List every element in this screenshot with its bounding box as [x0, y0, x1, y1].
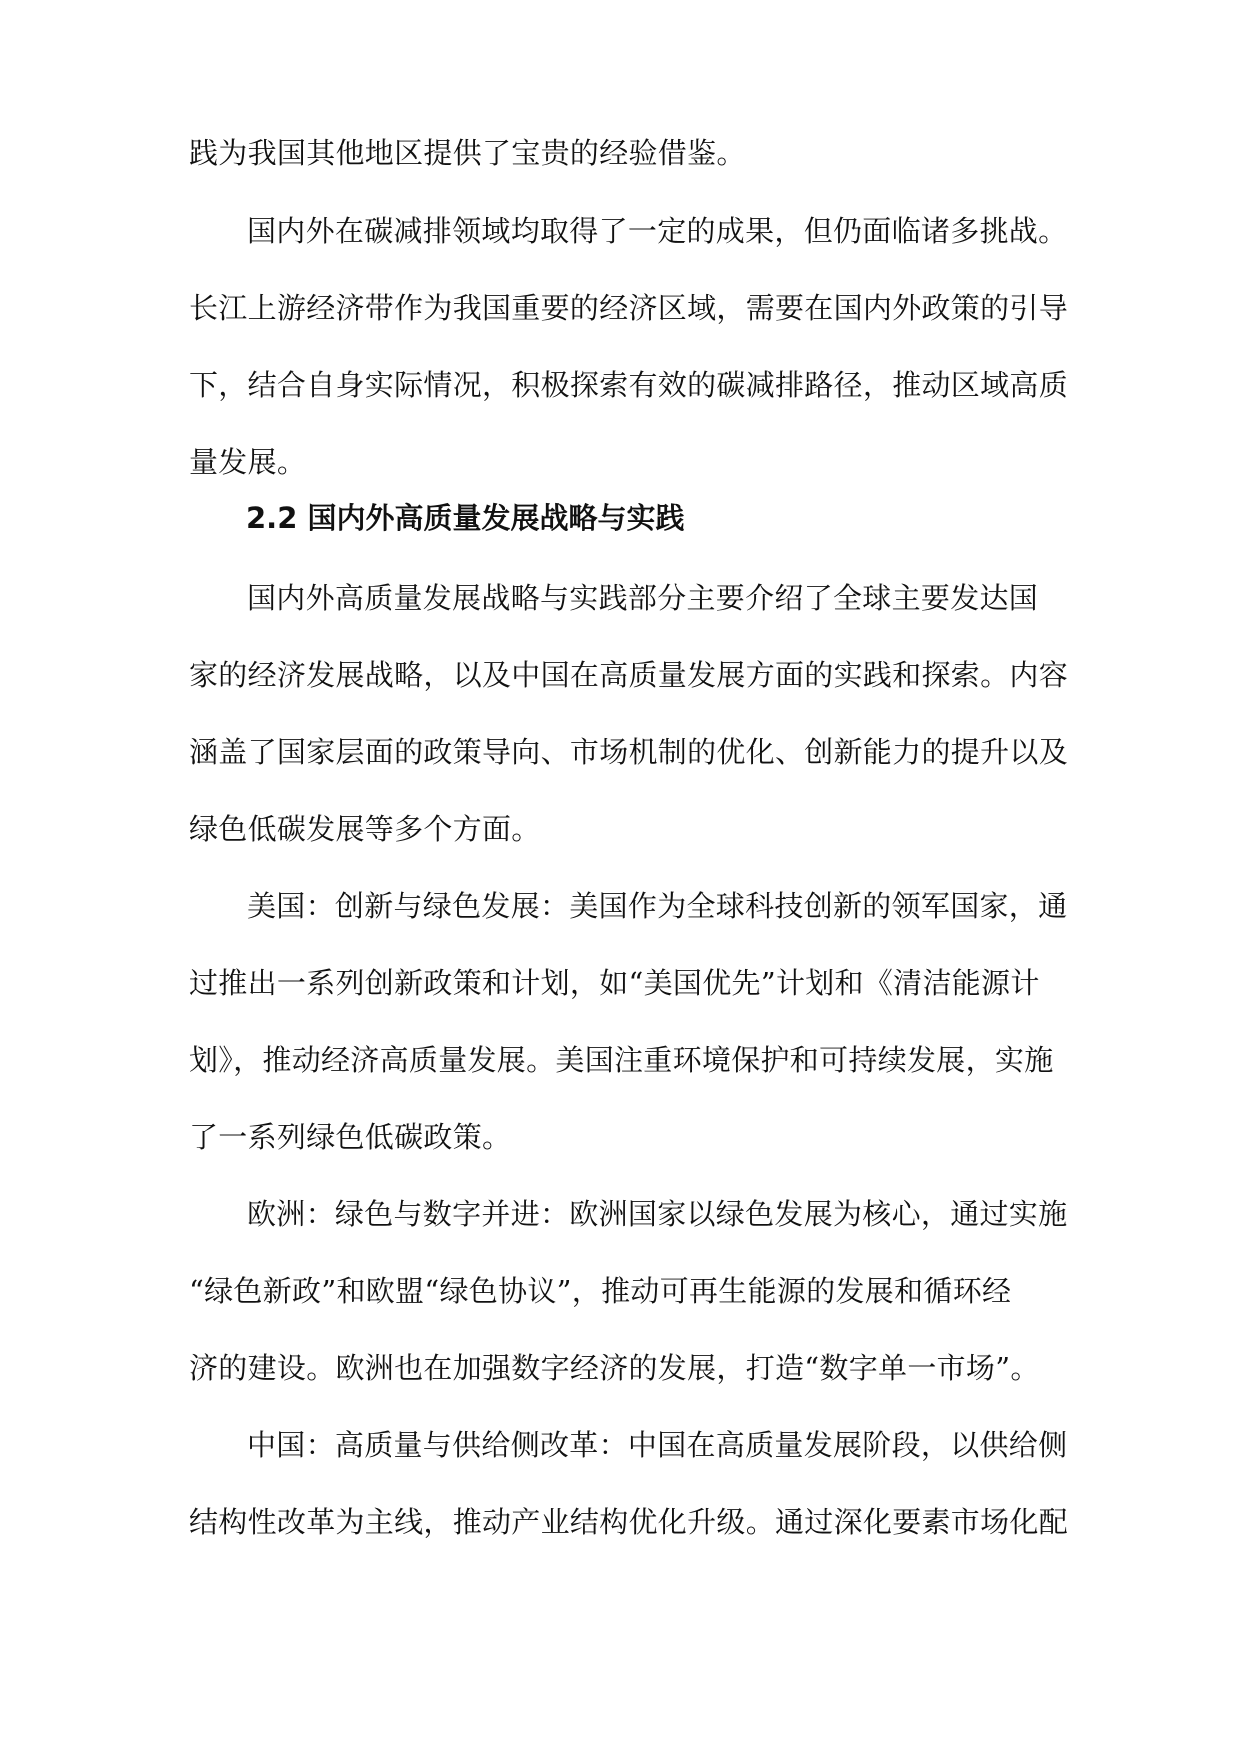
paragraph-line: 了一系列绿色低碳政策。 [189, 1120, 512, 1154]
paragraph-china [189, 1407, 1069, 1561]
section-heading: 2.2 国内外高质量发展战略与实践 [246, 501, 685, 535]
paragraph-line: 济的建设。欧洲也在加强数字经济的发展，打造“数字单一市场”。 [189, 1351, 1040, 1385]
paragraph-carbon-reduction [189, 193, 1069, 501]
paragraph-line: “绿色新政”和欧盟“绿色协议”，推动可再生能源的发展和循环经 [189, 1274, 1012, 1308]
paragraph-line: 美国：创新与绿色发展：美国作为全球科技创新的领军国家，通 [247, 889, 1068, 923]
paragraph-line: 长江上游经济带作为我国重要的经济区域，需要在国内外政策的引导 [189, 291, 1069, 325]
paragraph-line: 家的经济发展战略，以及中国在高质量发展方面的实践和探索。内容 [189, 658, 1069, 692]
paragraph-line: 过推出一系列创新政策和计划，如“美国优先”计划和《清洁能源计 [189, 966, 1040, 1000]
paragraph-line: 绿色低碳发展等多个方面。 [189, 812, 541, 846]
paragraph-line: 国内外在碳减排领域均取得了一定的成果，但仍面临诸多挑战。 [247, 214, 1068, 248]
paragraph-continuation [189, 115, 1059, 192]
paragraph-line: 欧洲：绿色与数字并进：欧洲国家以绿色发展为核心，通过实施 [247, 1197, 1068, 1231]
paragraph-line: 量发展。 [189, 445, 307, 479]
paragraph-usa [189, 868, 1068, 1176]
paragraph-line: 国内外高质量发展战略与实践部分主要介绍了全球主要发达国 [247, 581, 1039, 615]
paragraph-line: 下，结合自身实际情况，积极探索有效的碳减排路径，推动区域高质 [189, 368, 1069, 402]
paragraph-europe [189, 1176, 1068, 1407]
paragraph-line: 践为我国其他地区提供了宝贵的经验借鉴。 [189, 136, 746, 170]
paragraph-line: 结构性改革为主线，推动产业结构优化升级。通过深化要素市场化配 [189, 1505, 1069, 1539]
paragraph-strategy-intro [189, 560, 1069, 868]
paragraph-line: 中国：高质量与供给侧改革：中国在高质量发展阶段，以供给侧 [247, 1428, 1068, 1462]
paragraph-line: 划》，推动经济高质量发展。美国注重环境保护和可持续发展，实施 [189, 1043, 1054, 1077]
paragraph-line: 涵盖了国家层面的政策导向、市场机制的优化、创新能力的提升以及 [189, 735, 1069, 769]
